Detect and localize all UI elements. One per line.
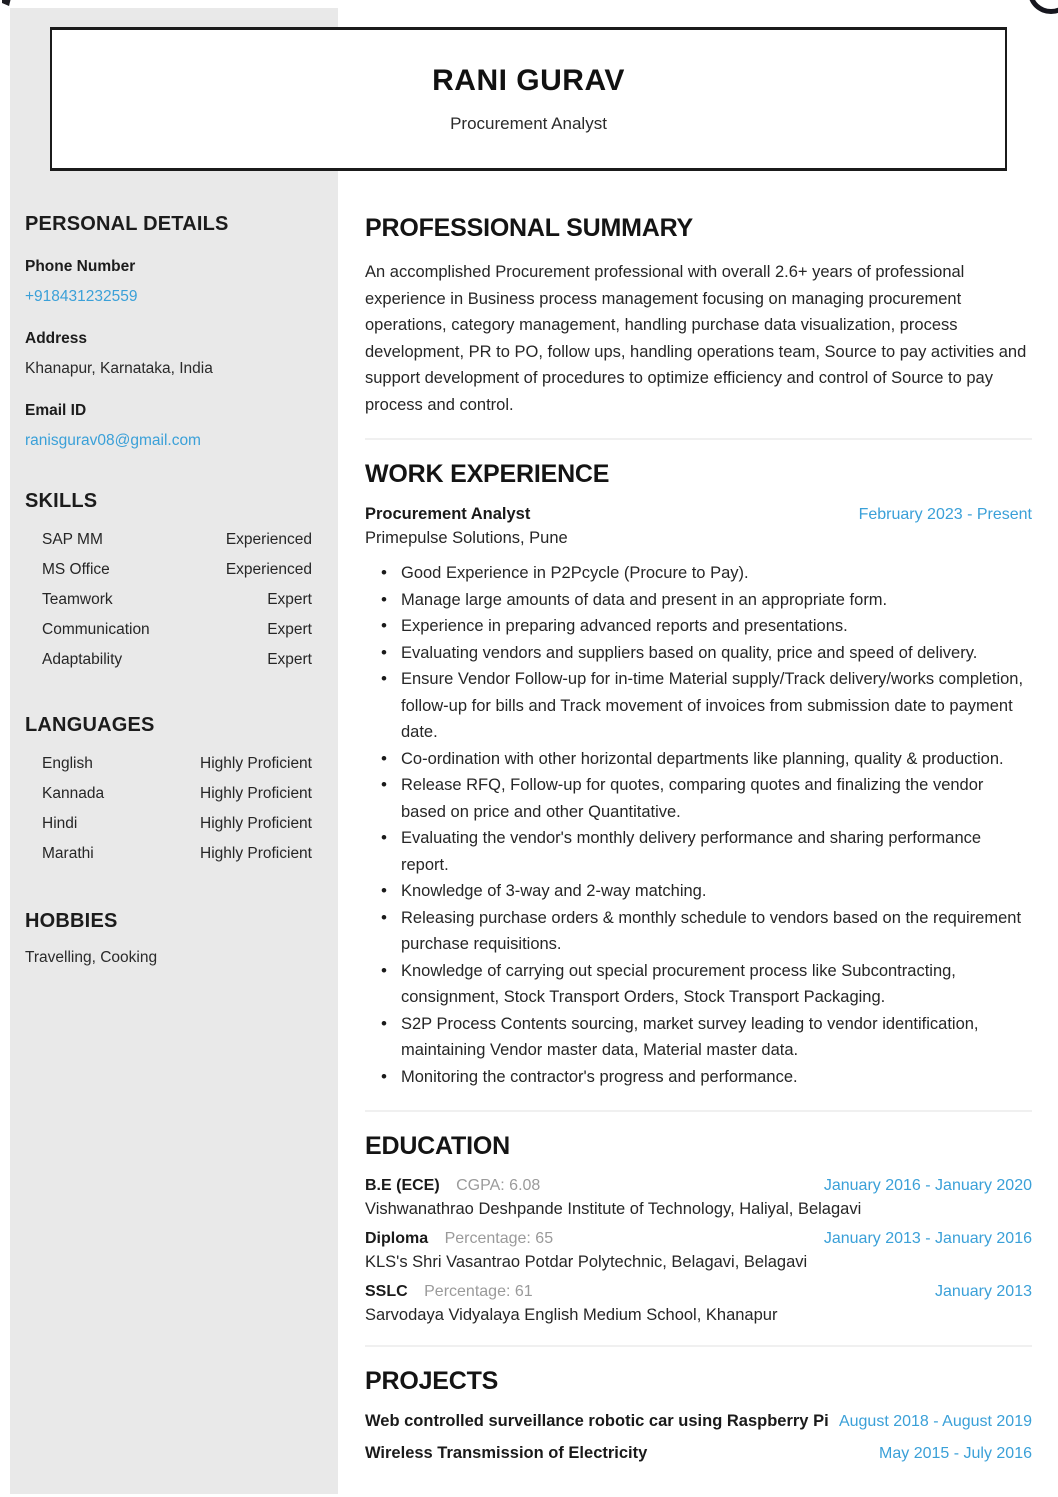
skill-level: Experienced	[225, 531, 312, 548]
skill-name: Adaptability	[42, 651, 123, 668]
education-entry-header	[365, 1230, 1032, 1248]
job-bullet: • Co-ordination with other horizontal departments like planning, quality & production.	[401, 746, 1032, 773]
skill-level: Experienced	[225, 561, 312, 578]
corner-speck-decoration	[2, 0, 11, 6]
skill-level: Expert	[267, 621, 312, 638]
project-row	[365, 1412, 1032, 1431]
work-experience-heading: WORK EXPERIENCE	[365, 460, 610, 488]
skills-section	[25, 490, 312, 668]
skill-row	[42, 561, 312, 578]
address-value: Khanapur, Karnataka, India	[25, 360, 213, 377]
phone-group	[25, 258, 312, 306]
job-company: Primepulse Solutions, Pune	[365, 529, 568, 547]
degree-and-score	[365, 1283, 533, 1301]
education-entry-header	[365, 1177, 1032, 1195]
education-heading: EDUCATION	[365, 1132, 510, 1160]
job-bullet: • Release RFQ, Follow-up for quotes, comparing quotes and finalizing the vendor based on price and other Quantitative.	[401, 772, 1032, 825]
language-row	[42, 815, 312, 832]
institution-name: KLS's Shri Vasantrao Potdar Polytechnic, Belagavi, Belagavi	[365, 1253, 808, 1271]
job-header	[365, 505, 1032, 524]
institution-name: Sarvodaya Vidyalaya English Medium School, Khanapur	[365, 1306, 778, 1324]
degree-score: CGPA: 6.08	[456, 1177, 541, 1194]
professional-summary-section	[365, 214, 1032, 418]
work-experience-section	[365, 460, 1032, 1090]
skills-heading: SKILLS	[25, 490, 98, 512]
skill-name: Teamwork	[42, 591, 113, 608]
language-level: Highly Proficient	[200, 755, 312, 772]
personal-details-heading: PERSONAL DETAILS	[25, 213, 229, 235]
education-entry	[365, 1230, 1032, 1272]
degree-score: Percentage: 61	[424, 1283, 533, 1300]
education-section	[365, 1132, 1032, 1325]
degree-score: Percentage: 65	[444, 1230, 554, 1247]
candidate-name: RANI GURAV	[432, 64, 625, 97]
job-bullet: • Monitoring the contractor's progress and performance.	[401, 1064, 1032, 1091]
address-group	[25, 330, 312, 378]
job-bullet: • Knowledge of 3-way and 2-way matching.	[401, 878, 1032, 905]
skill-level: Expert	[267, 651, 312, 668]
education-entry-header	[365, 1283, 1032, 1301]
hobbies-heading: HOBBIES	[25, 910, 118, 932]
skill-name: SAP MM	[42, 531, 103, 548]
skill-level: Expert	[267, 591, 312, 608]
email-group	[25, 402, 312, 450]
projects-section	[365, 1367, 1032, 1463]
email-label: Email ID	[25, 402, 87, 419]
language-level: Highly Proficient	[200, 815, 312, 832]
project-title: Wireless Transmission of Electricity	[365, 1444, 648, 1462]
professional-summary-heading: PROFESSIONAL SUMMARY	[365, 214, 693, 242]
hobbies-section	[25, 910, 312, 967]
job-bullet: • Releasing purchase orders & monthly schedule to vendors based on the requirement purchase requisitions.	[401, 905, 1032, 958]
language-level: Highly Proficient	[200, 785, 312, 802]
project-date-range: May 2015 - July 2016	[879, 1445, 1032, 1462]
skill-row	[42, 531, 312, 548]
languages-section	[25, 714, 312, 862]
project-date-range: August 2018 - August 2019	[838, 1413, 1032, 1430]
job-bullet: • Knowledge of carrying out special procurement process like Subcontracting, consignment, Stock Transport Orders, Stock Transport Packaging.	[401, 958, 1032, 1011]
language-row	[42, 785, 312, 802]
education-entry	[365, 1177, 1032, 1219]
address-label: Address	[25, 330, 88, 347]
education-entry	[365, 1283, 1032, 1325]
phone-link[interactable]: +918431232559	[25, 288, 138, 305]
job-bullet: • Evaluating the vendor's monthly delivery performance and sharing performance report.	[401, 825, 1032, 878]
education-date-range: January 2013 - January 2016	[823, 1230, 1032, 1247]
degree-name: B.E (ECE)	[365, 1177, 440, 1194]
language-level: Highly Proficient	[200, 845, 312, 862]
institution-name: Vishwanathrao Deshpande Institute of Technology, Haliyal, Belagavi	[365, 1200, 862, 1218]
education-date-range: January 2016 - January 2020	[823, 1177, 1032, 1194]
phone-label: Phone Number	[25, 258, 136, 275]
skill-name: Communication	[42, 621, 150, 638]
header-name-box	[50, 27, 1007, 171]
projects-heading: PROJECTS	[365, 1367, 499, 1395]
language-name: English	[42, 755, 93, 772]
project-title: Web controlled surveillance robotic car using Raspberry Pi	[365, 1412, 829, 1430]
language-name: Marathi	[42, 845, 94, 862]
skill-row	[42, 621, 312, 638]
degree-name: SSLC	[365, 1283, 408, 1300]
job-bullet-list	[365, 560, 1032, 1090]
job-bullet: • Good Experience in P2Pcycle (Procure to Pay).	[401, 560, 1032, 587]
section-divider	[365, 438, 1032, 440]
degree-and-score	[365, 1177, 540, 1195]
hobbies-value: Travelling, Cooking	[25, 949, 158, 966]
sidebar	[10, 8, 338, 1494]
job-bullet: • Ensure Vendor Follow-up for in-time Material supply/Track delivery/works completion, follow-up for bills and Track movement of invoices from submission date to payment date.	[401, 666, 1032, 746]
candidate-title: Procurement Analyst	[450, 114, 607, 133]
job-bullet: • S2P Process Contents sourcing, market survey leading to vendor identification, maintaining Vendor master data, Material master data.	[401, 1011, 1032, 1064]
skill-row	[42, 651, 312, 668]
job-title: Procurement Analyst	[365, 505, 531, 523]
language-name: Kannada	[42, 785, 105, 802]
degree-and-score	[365, 1230, 553, 1248]
main-content	[365, 214, 1032, 1476]
job-date-range: February 2023 - Present	[858, 506, 1032, 523]
job-bullet: • Experience in preparing advanced reports and presentations.	[401, 613, 1032, 640]
job-bullet: • Evaluating vendors and suppliers based on quality, price and speed of delivery.	[401, 640, 1032, 667]
section-divider	[365, 1110, 1032, 1112]
language-row	[42, 845, 312, 862]
language-row	[42, 755, 312, 772]
skill-row	[42, 591, 312, 608]
professional-summary-text: An accomplished Procurement professional with overall 2.6+ years of professional experience in Business process management focusing on managing procurement operations, category management, handling purchase data visualization, process development, PR to PO, follow ups, handling operations team, Source to pay activities and support development of procedures to optimize efficiency and control of Source to pay process and control.	[365, 263, 1027, 414]
skill-name: MS Office	[42, 561, 110, 578]
corner-arc-decoration	[1028, 0, 1058, 14]
job-bullet: • Manage large amounts of data and present in an appropriate form.	[401, 587, 1032, 614]
language-name: Hindi	[42, 815, 78, 832]
education-date-range: January 2013	[935, 1283, 1032, 1300]
section-divider	[365, 1345, 1032, 1347]
email-link[interactable]: ranisgurav08@gmail.com	[25, 432, 201, 449]
project-row	[365, 1444, 1032, 1463]
languages-heading: LANGUAGES	[25, 714, 155, 736]
degree-name: Diploma	[365, 1230, 429, 1247]
